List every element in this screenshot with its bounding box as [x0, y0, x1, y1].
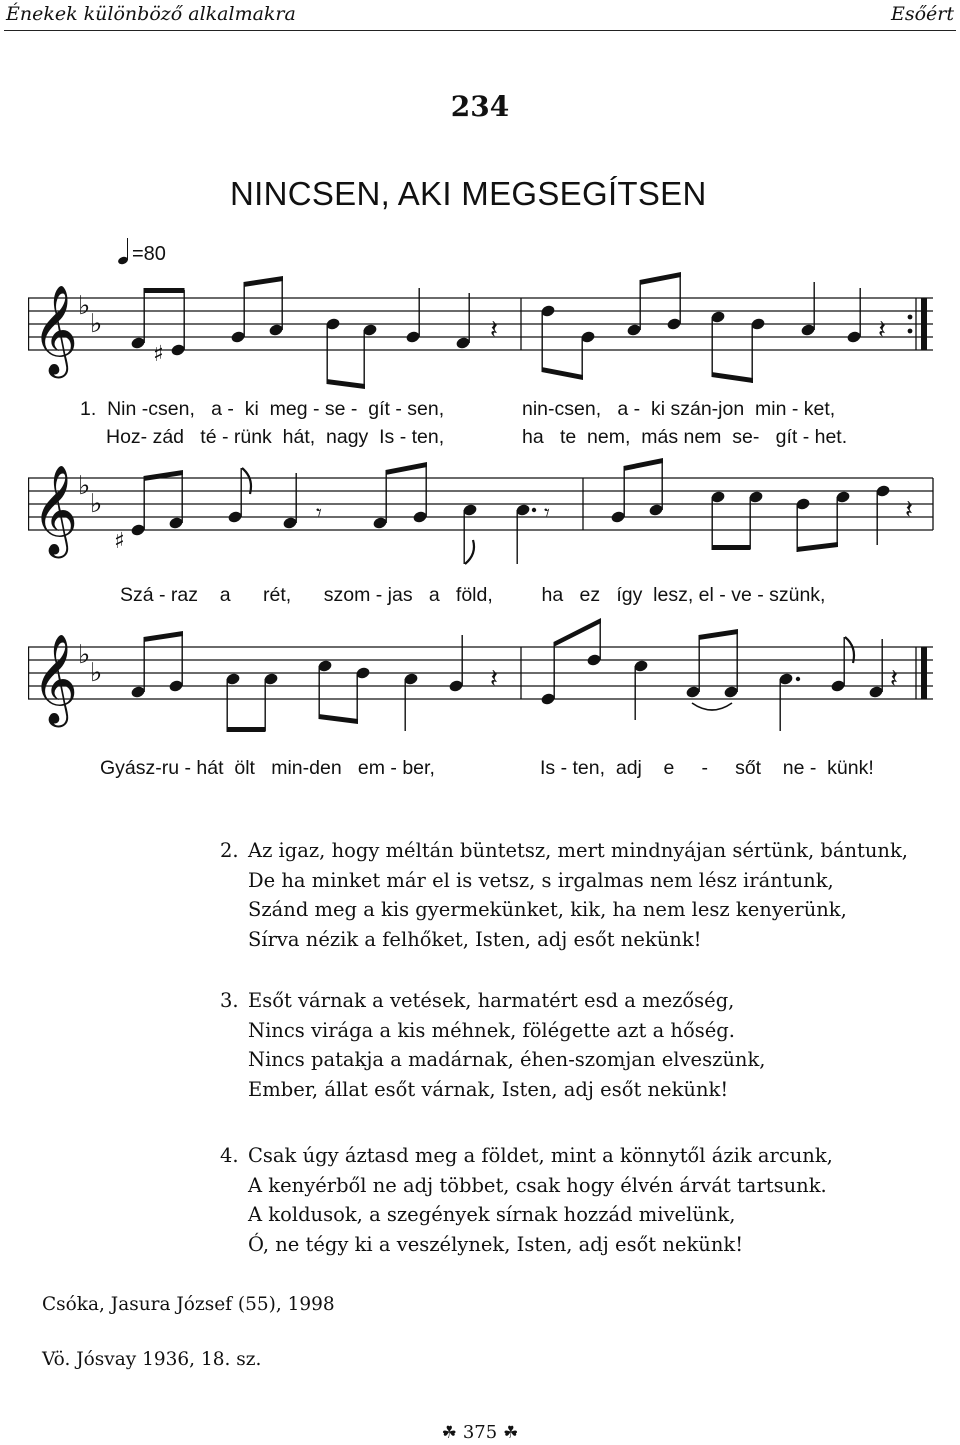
quarter-rest-icon: 𝄽	[890, 664, 898, 694]
recording-source: Csóka, Jasura József (55), 1998	[42, 1294, 335, 1315]
page-footer	[0, 1422, 960, 1443]
reference-source: Vö. Jósvay 1936, 18. sz.	[42, 1349, 262, 1370]
flat-icon: ♭	[90, 658, 103, 688]
quarter-rest-icon: 𝄽	[905, 495, 913, 525]
stanza-line: Nincs virága a kis méhnek, fölégette azt a hőség.	[248, 1018, 735, 1042]
eighth-rest-icon: 𝄾	[544, 501, 550, 526]
flat-icon: ♭	[78, 471, 91, 501]
stanza-line: Csak úgy áztasd meg a földet, mint a könnytől ázik arcunk,	[248, 1144, 833, 1167]
flat-icon: ♭	[90, 489, 103, 519]
flat-icon: ♭	[78, 291, 91, 321]
stanza-line: A kenyérből ne adj többet, csak hogy élvén árvát tartsunk.	[248, 1173, 827, 1197]
tempo-marking	[118, 236, 166, 266]
quarter-rest-icon: 𝄽	[878, 315, 886, 345]
clover-ornament-icon: ☘	[503, 1423, 519, 1443]
stanza-line: Ó, ne tégy ki a veszélynek, Isten, adj esőt nekünk!	[248, 1232, 744, 1256]
header-rule	[4, 30, 956, 31]
quarter-rest-icon: 𝄽	[490, 315, 498, 345]
lyrics-verse1-line1-part1: 1. Nin -csen, a - ki meg - se - gít - sen,	[80, 398, 445, 420]
lyrics-verse1-line3-part1: Gyász-ru - hát ölt min-den em - ber,	[100, 757, 435, 779]
song-title: NINCSEN, AKI MEGSEGÍTSEN	[230, 175, 707, 212]
music-staff-3	[28, 617, 938, 747]
stanza-2	[220, 836, 908, 954]
music-staff-2	[28, 448, 938, 578]
stanza-3	[220, 986, 765, 1104]
lyrics-verse1-line3-part2: Is - ten, adj e - sőt ne - künk!	[540, 757, 874, 779]
lyrics-refrain-line1-part1: Hoz- zád té - rünk hát, nagy Is - ten,	[106, 426, 445, 448]
lyrics-verse1-line2: Szá - raz a rét, szom - jas a föld, ha ez így lesz, el - ve - szünk,	[120, 584, 826, 606]
stanza-4	[220, 1141, 833, 1259]
stanza-line: A koldusok, a szegények sírnak hozzád mivelünk,	[248, 1203, 736, 1226]
eighth-rest-icon: 𝄾	[316, 501, 322, 526]
stanza-line: Az igaz, hogy méltán büntetsz, mert mindnyájan sértünk, bántunk,	[248, 839, 909, 862]
flat-icon: ♭	[78, 640, 91, 670]
music-staff-1	[28, 268, 938, 398]
tempo-value: =80	[132, 243, 166, 265]
topic-title: Esőért	[890, 3, 954, 25]
section-title: Énekek különböző alkalmakra	[6, 3, 296, 25]
stanza-line: Sírva nézik a felhőket, Isten, adj esőt nekünk!	[248, 927, 702, 951]
lyrics-refrain-line1-part2: ha te nem, más nem se- gít - het.	[522, 426, 848, 448]
sharp-icon: ♯	[114, 529, 125, 554]
treble-clef-icon: 𝄞	[32, 465, 79, 555]
stanza-line: Nincs patakja a madárnak, éhen-szomjan elveszünk,	[248, 1048, 766, 1071]
stanza-number: 2.	[220, 839, 239, 862]
quarter-rest-icon: 𝄽	[490, 664, 498, 694]
lyrics-verse1-line1-part2: nin-csen, a - ki szán-jon min - ket,	[522, 398, 836, 420]
flat-icon: ♭	[90, 309, 103, 339]
running-header	[0, 0, 960, 30]
stanza-line: Ember, állat esőt várnak, Isten, adj esőt nekünk!	[248, 1077, 729, 1101]
stanza-line: Esőt várnak a vetések, harmatért esd a mezőség,	[248, 989, 735, 1012]
stanza-number: 3.	[220, 989, 239, 1012]
treble-clef-icon: 𝄞	[32, 634, 79, 724]
stanza-line: De ha minket már el is vetsz, s irgalmas nem lész irántunk,	[248, 868, 834, 892]
treble-clef-icon: 𝄞	[32, 285, 79, 375]
song-number: 234	[450, 90, 510, 123]
clover-ornament-icon: ☘	[441, 1423, 457, 1443]
quarter-note-icon	[118, 236, 132, 266]
stanza-line: Szánd meg a kis gyermekünket, kik, ha nem lesz kenyerünk,	[248, 898, 847, 921]
sharp-icon: ♯	[153, 342, 164, 367]
stanza-number: 4.	[220, 1144, 239, 1167]
page-number: 375	[462, 1422, 498, 1443]
